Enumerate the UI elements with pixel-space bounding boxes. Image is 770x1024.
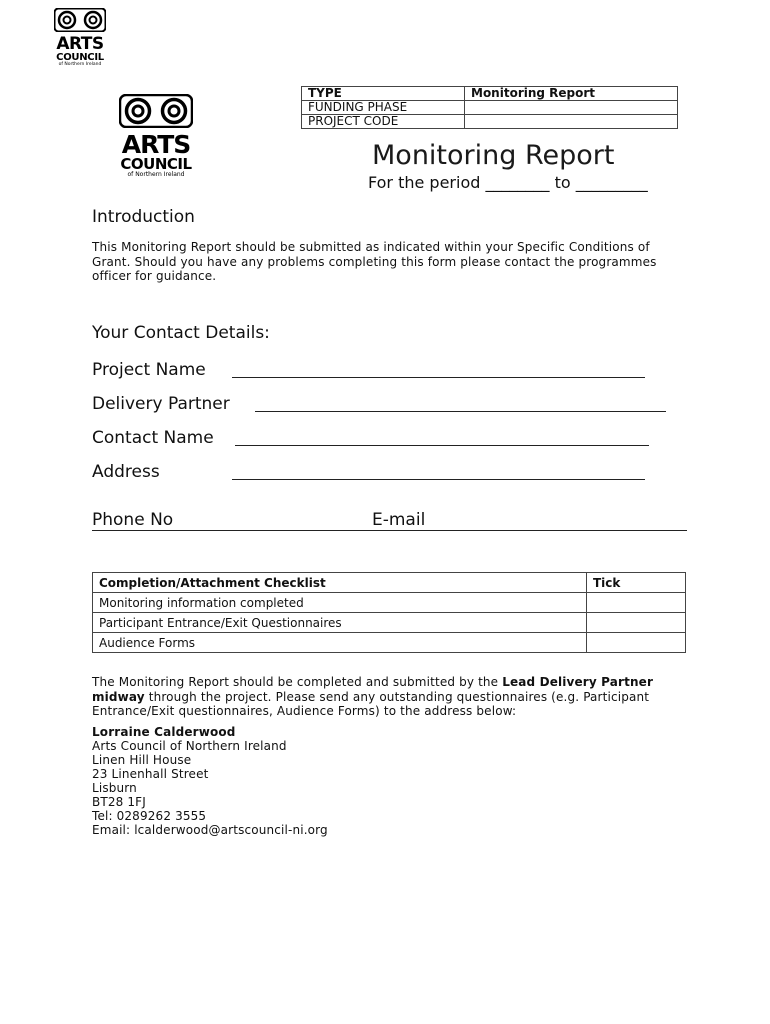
address-block — [92, 725, 492, 837]
address-line: BT28 1FJ — [92, 795, 146, 809]
email-line: Email: lcalderwood@artscouncil-ni.org — [92, 823, 328, 837]
info-key: FUNDING PHASE — [302, 101, 465, 115]
checklist-header-row — [93, 573, 686, 593]
table-row — [93, 613, 686, 633]
checklist-item: Audience Forms — [93, 633, 587, 653]
info-value[interactable] — [465, 115, 678, 129]
document-info-table — [301, 86, 678, 129]
address-field[interactable] — [232, 479, 645, 480]
contact-person-name: Lorraine Calderwood — [92, 725, 236, 739]
arts-council-logo — [116, 94, 196, 178]
checklist-item: Monitoring information completed — [93, 593, 587, 613]
tick-cell[interactable] — [587, 613, 686, 633]
tick-cell[interactable] — [587, 593, 686, 613]
delivery-partner-field[interactable] — [255, 411, 666, 412]
address-line: 23 Linenhall Street — [92, 767, 209, 781]
tick-cell[interactable] — [587, 633, 686, 653]
spiral-emblem-icon — [119, 94, 193, 128]
info-row-project-code — [302, 115, 678, 129]
checklist-table — [92, 572, 686, 653]
address-label: Address — [92, 462, 160, 482]
info-row-funding-phase — [302, 101, 678, 115]
project-name-label: Project Name — [92, 360, 206, 380]
submission-text-bold: Lead Delivery Partner midway — [92, 675, 654, 704]
address-line: Lisburn — [92, 781, 137, 795]
project-name-field[interactable] — [232, 377, 645, 378]
logo-word-council: COUNCIL — [56, 52, 104, 63]
contact-name-field[interactable] — [235, 445, 649, 446]
logo-word-council: COUNCIL — [120, 155, 192, 173]
reporting-period: For the period ________ to _________ — [368, 173, 648, 192]
checklist-header: Completion/Attachment Checklist — [93, 573, 587, 593]
logo-word-arts: ARTS — [56, 34, 104, 54]
info-key: PROJECT CODE — [302, 115, 465, 129]
contact-name-label: Contact Name — [92, 428, 214, 448]
table-row — [93, 593, 686, 613]
phone-line: Tel: 0289262 3555 — [92, 809, 207, 823]
email-label: E-mail — [372, 510, 426, 530]
logo-word-arts: ARTS — [121, 130, 191, 159]
submission-text-part1: The Monitoring Report should be completed and submitted by the — [92, 675, 503, 689]
address-line: Arts Council of Northern Ireland — [92, 739, 287, 753]
submission-text-part2: through the project. Please send any outstanding questionnaires (e.g. Participant Entrance/Exit questionnaires, Audience Forms) to the address below: — [92, 689, 650, 718]
page-title: Monitoring Report — [372, 140, 615, 171]
phone-email-field[interactable] — [92, 530, 687, 531]
contact-heading: Your Contact Details: — [92, 323, 270, 343]
arts-council-logo-small — [50, 8, 110, 68]
phone-label: Phone No — [92, 510, 174, 530]
info-value: Monitoring Report — [465, 87, 678, 101]
tick-header: Tick — [587, 573, 686, 593]
submission-text — [92, 675, 688, 719]
info-row-type — [302, 87, 678, 101]
logo-caption: of Northern Ireland — [58, 62, 102, 67]
info-key: TYPE — [302, 87, 465, 101]
spiral-emblem-icon — [54, 8, 106, 32]
table-row — [93, 633, 686, 653]
intro-heading: Introduction — [92, 207, 195, 227]
logo-caption: of Northern Ireland — [127, 171, 185, 178]
intro-text: This Monitoring Report should be submitted as indicated within your Specific Conditions of Grant. Should you have any problems completing this form please contact the programmes officer for guidance. — [92, 240, 657, 283]
address-line: Linen Hill House — [92, 753, 192, 767]
delivery-partner-label: Delivery Partner — [92, 394, 230, 414]
checklist-item: Participant Entrance/Exit Questionnaires — [93, 613, 587, 633]
info-value[interactable] — [465, 101, 678, 115]
